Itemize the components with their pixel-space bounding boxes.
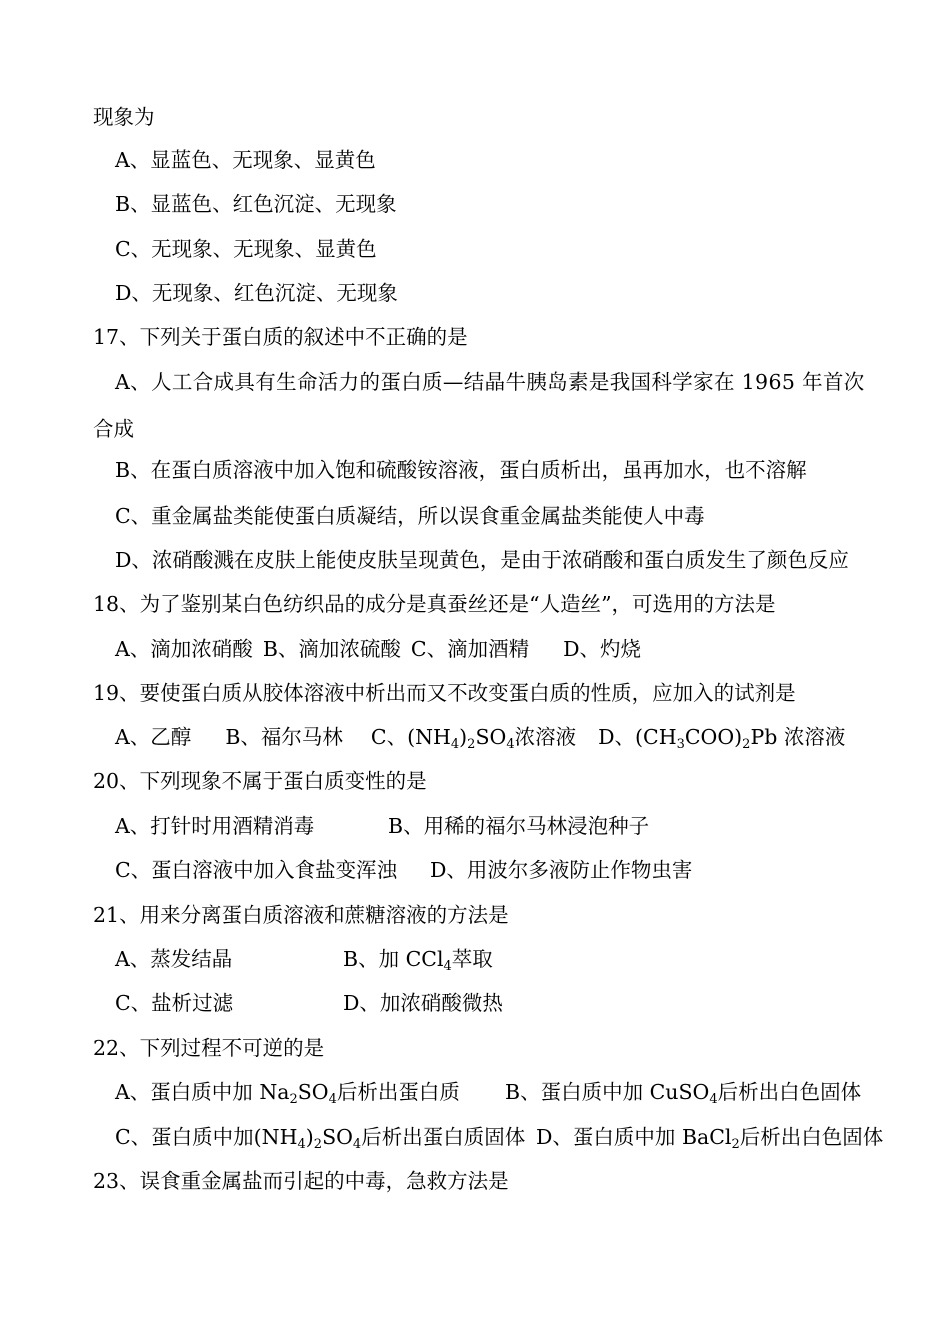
q21-option-b: B、加 CCl$_4$萃取 [343,947,493,974]
q22-option-b: B、蛋白质中加 CuSO$_4$后析出白色固体 [505,1080,862,1107]
q16-option-a: A、显蓝色、无现象、显黄色 [115,148,376,172]
q16-option-b: B、显蓝色、红色沉淀、无现象 [115,192,397,216]
q20-option-a: A、打针时用酒精消毒 [115,814,315,838]
q22-option-d: D、蛋白质中加 BaCl$_2$后析出白色固体 [536,1125,884,1152]
q19-stem: 19、要使蛋白质从胶体溶液中析出而又不改变蛋白质的性质，应加入的试剂是 [93,681,796,705]
q20-stem: 20、下列现象不属于蛋白质变性的是 [93,769,427,793]
q17-option-a-line1: A、人工合成具有生命活力的蛋白质—结晶牛胰岛素是我国科学家在 1965 年首次 [115,370,865,394]
q20-option-d: D、用波尔多液防止作物虫害 [430,858,693,882]
q18-option-b: B、滴加浓硫酸 [262,637,401,661]
q16-option-c: C、无现象、无现象、显黄色 [115,237,377,261]
q19-option-c: C、$(NH_4)_2SO_4$浓溶液 [370,725,577,752]
q22-stem: 22、下列过程不可逆的是 [93,1036,325,1060]
q16-stem-tail: 现象为 [93,105,155,129]
q18-stem: 18、为了鉴别某白色纺织品的成分是真蚕丝还是“人造丝”，可选用的方法是 [93,592,776,616]
q21-option-d: D、加浓硝酸微热 [343,991,503,1015]
q20-option-b: B、用稀的福尔马林浸泡种子 [388,814,650,838]
q19-option-d: D、$(CH_3COO)_2Pb$ 浓溶液 [598,725,846,752]
q18-option-c: C、滴加酒精 [410,637,530,661]
q21-option-a: A、蒸发结晶 [115,947,233,971]
q19-option-a: A、乙醇 [115,725,192,749]
q20-option-c: C、蛋白溶液中加入食盐变浑浊 [115,858,398,882]
q19-options [115,724,845,750]
q21-stem: 21、用来分离蛋白质溶液和蔗糖溶液的方法是 [93,903,509,927]
q18-options [115,636,641,662]
q18-option-d: D、灼烧 [563,637,642,661]
q17-option-a-line2: 合成 [93,417,134,441]
q22-option-c: C、蛋白质中加$(NH_4)_2SO_4$后析出蛋白质固体 [115,1125,526,1152]
q17-option-b: B、在蛋白质溶液中加入饱和硫酸铵溶液，蛋白质析出，虽再加水，也不溶解 [115,458,807,482]
q23-stem: 23、误食重金属盐而引起的中毒，急救方法是 [93,1169,509,1193]
q21-option-c: C、盐析过滤 [115,991,234,1015]
q17-option-d: D、浓硝酸溅在皮肤上能使皮肤呈现黄色，是由于浓硝酸和蛋白质发生了颜色反应 [115,548,849,572]
q16-option-d: D、无现象、红色沉淀、无现象 [115,281,398,305]
q22-option-a: A、蛋白质中加 $Na_2SO_4$后析出蛋白质 [115,1080,460,1107]
q18-option-a: A、滴加浓硝酸 [115,637,253,661]
q19-option-b: B、福尔马林 [225,725,343,749]
q17-option-c: C、重金属盐类能使蛋白质凝结，所以误食重金属盐类能使人中毒 [115,504,705,528]
q17-stem: 17、下列关于蛋白质的叙述中不正确的是 [93,325,468,349]
